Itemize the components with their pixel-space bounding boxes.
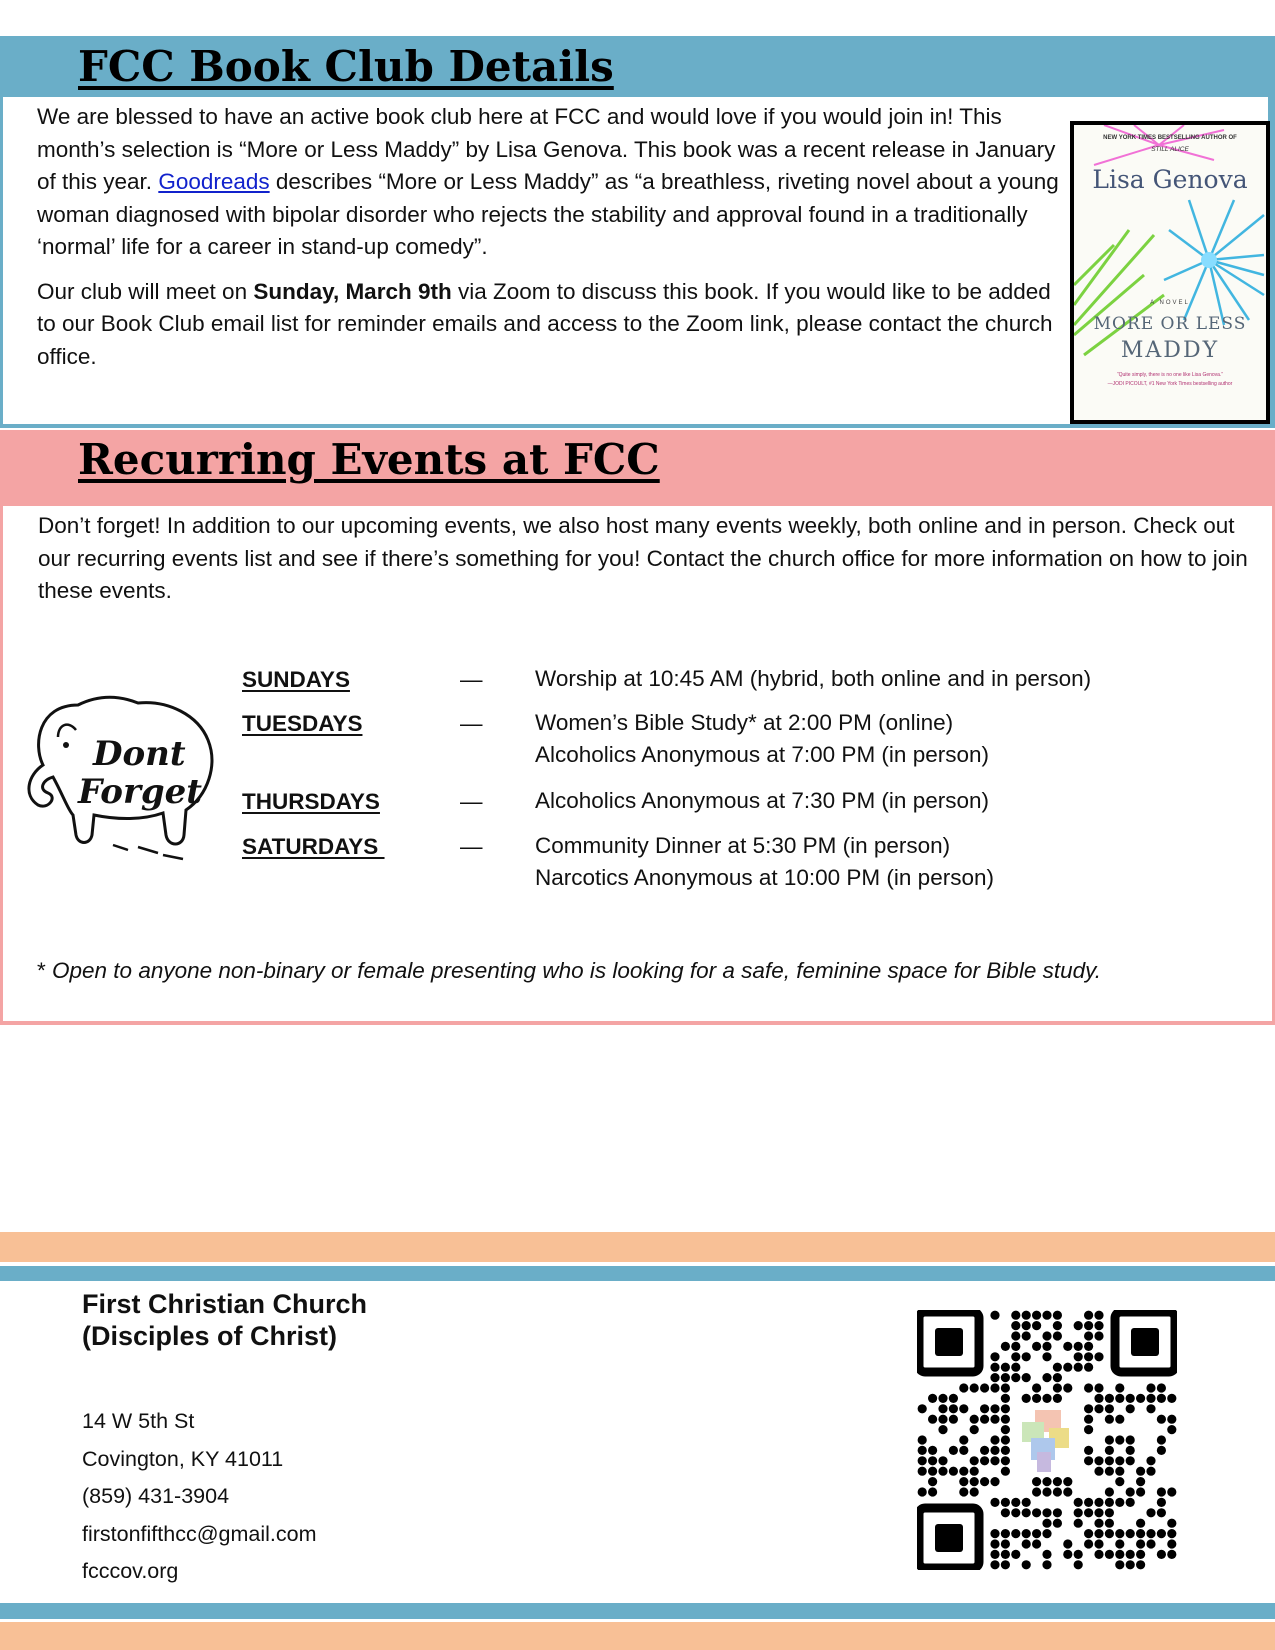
cover-title-line-1: MORE OR LESS [1093,314,1247,334]
book-club-paragraph-2: Our club will meet on Sunday, March 9th via Zoom to discuss this book. If you would like to be added to our Book Club email list for reminder emails and access to the Zoom link, please contact the church office. [37,278,1053,369]
footer-peach-band-top [0,1232,1275,1262]
cover-top-line-2: STILL ALICE [1151,146,1189,153]
forget-text: Forget [78,772,202,812]
cover-quote: “Quite simply, there is no one like Lisa Genova.” [1116,372,1224,378]
church-denomination: (Disciples of Christ) [82,1321,338,1351]
footnote-text: Open to anyone non-binary or female presenting who is looking for a safe, feminine space for Bible study. [52,958,1101,983]
book-club-title: FCC Book Club Details [78,42,614,91]
cover-burst-pink [1094,125,1224,165]
day-label: THURSDAYS [242,789,380,814]
footer-blue-band-top [0,1266,1275,1281]
dont-text: Dont [93,734,186,774]
book-cover [1070,121,1270,424]
goodreads-link[interactable]: Goodreads [158,169,270,194]
cover-author: Lisa Genova [1092,165,1248,194]
footer-blue-band-bottom [0,1603,1275,1619]
cover-burst-center [1201,252,1217,268]
cover-title-line-2: MADDY [1120,338,1220,363]
dash-separator: — [460,834,483,859]
event-item: Alcoholics Anonymous at 7:30 PM (in person) [535,788,989,813]
cover-quote-by: —JODI PICOULT, #1 New York Times bestselling author [1107,381,1233,387]
book-club-text [37,101,1072,373]
events-intro: Don’t forget! In addition to our upcoming events, we also host many events weekly, both online and in person. Check out our recurring events list and see if there’s something for you! Contact the church office for more information on how to join these events. [38,513,1248,603]
day-label: TUESDAYS [242,711,363,736]
footnote [37,955,1267,988]
event-item: Women’s Bible Study* at 2:00 PM (online) [535,710,954,735]
dash-separator: — [460,667,483,692]
day-label: SATURDAYS [242,834,385,859]
event-item: Narcotics Anonymous at 10:00 PM (in person) [535,865,994,890]
qr-code-icon[interactable] [917,1310,1177,1570]
church-name: First Christian Church [82,1289,368,1319]
footnote-mark: * [37,958,53,983]
event-item: Alcoholics Anonymous at 7:00 PM (in person) [535,742,989,767]
meeting-date: Sunday, March 9th [253,278,452,304]
book-club-paragraph-1: We are blessed to have an active book club here at FCC and would love if you would join in! This month’s selection is “More or Less Maddy” by Lisa Genova. This book was a recent release in January of this year. Goodreads describes “More or Less Maddy” as “a breathless, riveting novel about a young woman diagnosed with bipolar disorder who rejects the stability and approval found in a traditionally ‘normal’ life for a career in stand-up comedy”. [37,104,1059,259]
phone-number: (859) 431-3904 [82,1484,230,1508]
website: fcccov.org [82,1559,179,1583]
day-label: SUNDAYS [242,667,350,692]
elephant-icon [18,685,228,865]
cover-top-line: NEW YORK TIMES BESTSELLING AUTHOR OF [1103,135,1237,141]
events-title: Recurring Events at FCC [78,435,660,484]
address-line-1: 14 W 5th St [82,1409,195,1433]
email-address: firstonfifthcc@gmail.com [82,1522,317,1546]
dash-separator: — [460,789,483,814]
footer-peach-band-bottom [0,1622,1275,1650]
event-item: Worship at 10:45 AM (hybrid, both online and in person) [535,666,1092,691]
dash-separator: — [460,711,483,736]
address-line-2: Covington, KY 41011 [82,1447,284,1471]
cover-novel-label: A NOVEL [1150,300,1190,306]
event-item: Community Dinner at 5:30 PM (in person) [535,833,951,858]
cover-burst-green [1074,230,1164,355]
